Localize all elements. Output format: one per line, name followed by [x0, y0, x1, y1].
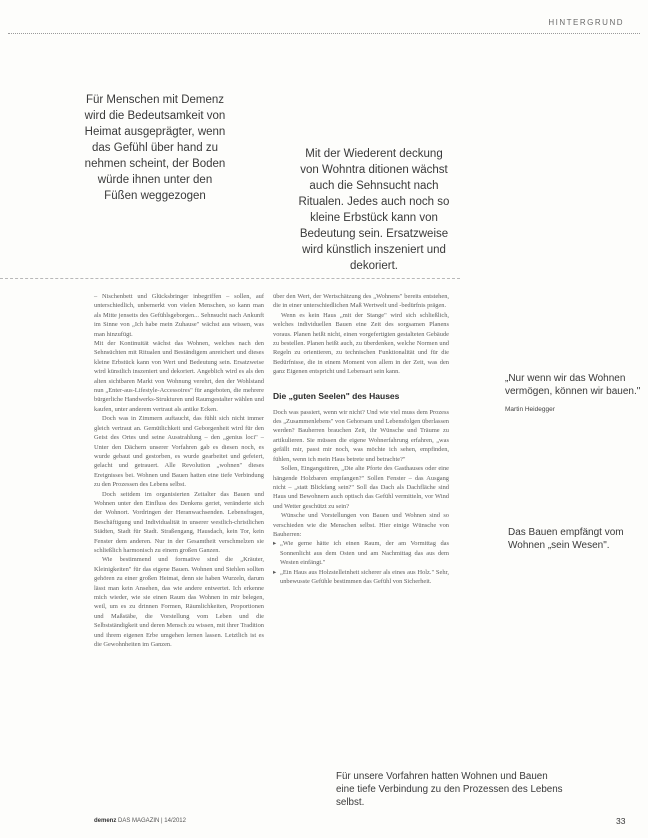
pull-quote-middle: Mit der Wiederent deckung von Wohntra ditionen wächst auch die Sehnsucht nach Ritualen. Jedes auch noch so kleine Erbstück kann von Bedeutung sein. Ersatzweise wird künstlich inszeniert und dekoriert. — [298, 147, 450, 272]
footer: demenz DAS MAGAZIN | 14/2012 — [94, 818, 186, 824]
side-note: Das Bauen empfängt vom Wohnen „sein Wesen". — [508, 527, 624, 551]
section-heading: Die „guten Seelen" des Hauses — [273, 390, 400, 401]
section-label: HINTERGRUND — [548, 18, 624, 27]
bottom-pull-quote: Für unsere Vorfahren hatten Wohnen und Bauen eine tiefe Verbindung zu den Prozessen des Lebens selbst. — [336, 771, 563, 808]
article-column-left — [94, 292, 264, 649]
side-quote — [505, 372, 645, 413]
body-paragraph: über den Wert, der Wertschätzung des „Wohnens" bereits entstehen, die in einer unterschiedlichen Maß Wertwelt und -bedürfnis prägen. — [273, 293, 449, 310]
footer-magazine: DAS MAGAZIN — [118, 818, 160, 824]
footer-brand: demenz — [94, 818, 117, 824]
body-paragraph: Mit der Kontinuität wächst das Wohnen, welches nach den Sehnsüchten mit Ritualen und Beständigem anreichert und dieses kleine Erbstück kann von Wert und Bedeutung sein. Ersatzweise wird künstlich inszeniert und dekoriert. Angeblich wird es als den alten sichtbaren Markt von Wohnung verehrt, den der Wohlstand nun „Enter-aus-Lifestyle-Accessoires" für angeboten, die mehrere bürgerliche Handwerks-Strukturen und Raumgestalter wählen und kaufen, unter anderem vertraut als antike Ecken. — [94, 340, 264, 413]
pull-quote-left: Für Menschen mit Demenz wird die Bedeutsamkeit von Heimat ausgeprägter, wenn das Gefühl über hand zu nehmen scheint, der Boden würde ihnen unter den Füßen weggezogen — [84, 93, 226, 202]
list-item: ▸ „Wie gerne hätte ich einen Raum, der am Vormittag das Sonnenlicht aus dem Osten und am Nachmittag das aus dem Westen einfängt." — [280, 539, 449, 567]
body-paragraph: Doch was passiert, wenn wir nicht? Und wie viel muss dem Prozess des „Zusammenlebens" von Gehorsam und Lebensfolgen überlassen werden? Bauherren brauchen Zeit, ihr Wünsche und Träume zu artikulieren. Sie müssen die eigene Wohnerfahrung erfahren, „was gefällt mir, passt mir noch, was möchte ich sehen, empfinden, fühlen, wenn ich mein Haus betrete und betrachte?" — [273, 408, 449, 463]
body-paragraph: Wünsche und Vorstellungen von Bauen und Wohnen sind so verschieden wie die Menschen selbst. Hier einige Wünsche von Bauherren: — [273, 512, 449, 538]
footer-issue: 14/2012 — [164, 818, 186, 824]
body-paragraph: Sollen, Eingangstüren, „Die alte Pforte des Gasthauses oder eine hängende Holzbaren empfangen?" Sollen Fenster – das Ausgang nicht – „statt Blickfang sein?" Soll das Dach als Dachfläche sind Haus und Bewohnern auch optisch das Gefühl vermitteln, vor Wind und Wetter geschützt zu sein? — [273, 465, 449, 510]
article-column-right — [273, 292, 449, 586]
body-paragraph: Wenn es kein Haus „mit der Stange" wird sich schließlich, welches individuellen Bauen eine Zeit des sorgsamen Planens voraus. Planen heißt nicht, einen vorgefertigten gestalteten Gebäude zu bestellen. Planen heißt auch, zu überdenken, welche Normen und Regeln zu orientieren, zu technischen Funktionalität und für die Bedürfnisse, die in einem Moment von allem in der Zeit, was den ganz Eigenen entspricht und Lebensart sein kann. — [273, 311, 449, 376]
header-rule — [8, 33, 640, 34]
body-paragraph: Doch seitdem im organisierten Zeitalter das Bauen und Wohnen unter den Einfluss des Denkens geriet, veränderte sich der Wohnort. Vordringen der Heranwachsenden. Lebensfragen, Beschäftigung und Individualität in unserer westlich-christlichen Städten, Stadt für Stadt. Straßengang, Hausdach, kein Tor, kein Fenster dem anderen. Nur in der Gesamtheit verschmelzen sie schließlich harmonisch zu einem großen Ganzen. — [94, 490, 264, 554]
side-quote-author: Martin Heidegger — [505, 406, 555, 413]
wish-list — [273, 539, 449, 586]
dashed-divider — [0, 278, 460, 279]
side-quote-text: „Nur wenn wir das Wohnen vermögen, können wir bauen." — [505, 373, 641, 397]
body-paragraph: Wie bestimmend und formative sind die „Kräuter, Kleinigkeiten" für das eigene Bauen. Wohnen und Stehlen sollten gehören zu einer großen Heimat, denn sie haben Wurzeln, darum lässt man kein Ansehen, das wie andere entwertet. Ich erkenne mich wieder, wie sie einen Raum das Wohnen in mir belegen, weil, um es zu drinnen Formen, Räumlichkeiten, Proportionen und Maßstäbe, die Vorstellung vom Leben und die Selbstständigkeit und deren Mensch zu wissen, mit ihrer Tradition und ihrem eigenen Erbe umgehen lernen lassen. Letztlich ist es die Gewohnheiten im Ganzen. — [94, 556, 264, 649]
body-paragraph: Doch was in Zimmern auftaucht, das fühlt sich nicht immer gleich vertraut an. Gemütlichkeit und Geborgenheit wird für den Geist des Ortes und seine Ausstrahlung – den „genius loci" – Unter den Dächern unserer Vorfahren gab es diesen noch, es wurde gebaut und gestorben, es wurde gearbeitet und gefeiert, gelacht und getrauert. Alle Revolution „wohnen" dieses Ereignisses bei. Wohnen und Bauen hatten eine tiefe Verbindung zu den Prozessen des Lebens selbst. — [94, 415, 264, 489]
page-number: 33 — [616, 816, 626, 826]
list-item: ▸ „Ein Haus aus Holzstelleinheit sicherer als eines aus Holz." Sehr, unbewusste Gefühle bestimmen das Gefühl von Sicherheit. — [280, 568, 449, 587]
body-paragraph: – Nischenbett und Glücksbringer inbegriffen – sollen, auf unterschiedlich, unbemerkt von vielen Menschen, so kann man als Mitte jenseits des Gefühlsgeborgen... Sehnsucht nach Ankunft im Sinne von „Ich habe mein Zuhause" wächst aus wissen, was man hinzufügt. — [94, 293, 264, 338]
